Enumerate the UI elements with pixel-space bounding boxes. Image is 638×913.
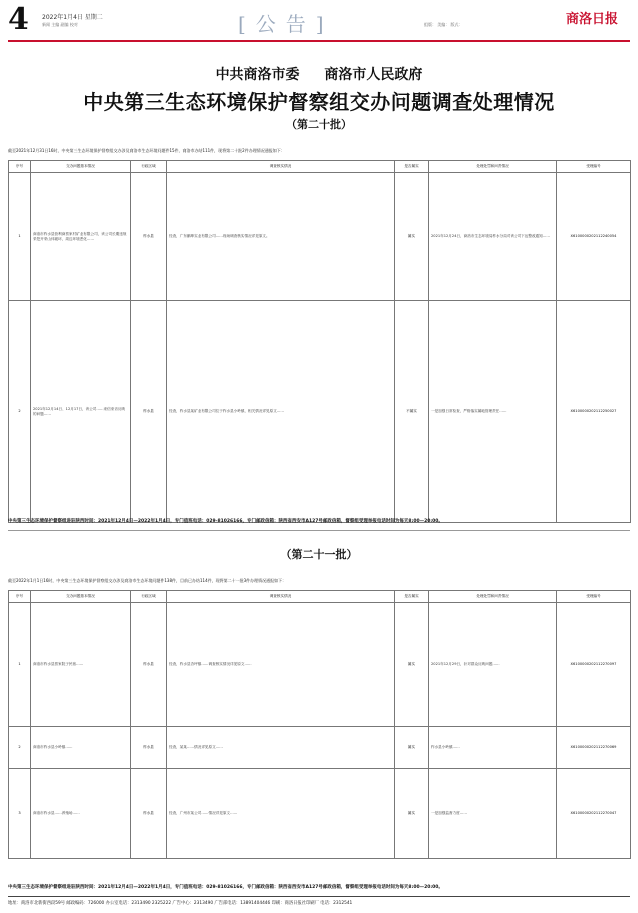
row-no: 1	[9, 603, 31, 727]
batch-title-20: （第二十批）	[286, 118, 352, 131]
table-row	[9, 769, 631, 859]
header-region: 行政区域	[131, 591, 167, 603]
row-region: 柞水县	[131, 727, 167, 769]
header-ref: 受理编号	[557, 161, 631, 173]
table-row	[9, 603, 631, 727]
header-no: 序号	[9, 161, 31, 173]
row-region: 柞水县	[131, 603, 167, 727]
row-finding: 经查，某某……情况详见原文……	[167, 727, 395, 769]
row-finding: 经查，广州市某公司……情况详见原文……	[167, 769, 395, 859]
editor-credits: 组版： 美编： 版式：	[424, 22, 463, 27]
section-title: [公告]	[238, 12, 334, 36]
headline: 中央第三生态环境保护督察组交办问题调查处理情况	[83, 90, 555, 114]
issue-date: 2022年1月4日 星期二	[42, 14, 103, 21]
row-ref: X6100000202112250027	[557, 301, 631, 523]
table-row	[9, 727, 631, 769]
footer-rule	[8, 896, 630, 897]
row-verdict: 属实	[395, 173, 429, 301]
table-row	[9, 301, 631, 523]
newspaper-logo: 商洛日报	[566, 12, 619, 27]
row-problem: 商洛市柞水县营利商蔡家村矿业有限公司，该公司长期违规采挖开采山体破坏，周边环境恶化……	[31, 173, 131, 301]
hotline-note-21: 中央第三生态环境保护督察组进驻陕西时间：2021年12月4日—2022年1月4日，专门值班电话：029-81026166，专门邮政信箱：陕西省西安市A127号邮政信箱，督察组受理举报电话时间为每天8:00—20:00。	[8, 885, 443, 890]
row-verdict: 属实	[395, 727, 429, 769]
header-no: 序号	[9, 591, 31, 603]
row-no: 1	[9, 173, 31, 301]
row-problem: 商洛市柞水县蔡家院子民宿……	[31, 603, 131, 727]
header-action: 处理处罚和问责情况	[429, 591, 557, 603]
cases-table-20	[8, 160, 631, 523]
intro-paragraph-20: 截至2021年12月31日16时，中央第三生态环境保护督察组交办涉及商洛市生态环境问题件15件，商洛市办结111件，现将第二十批2件办理情况通报如下：	[8, 148, 285, 153]
section-divider	[8, 530, 630, 531]
header-finding: 调查核实情况	[167, 591, 395, 603]
row-verdict: 不属实	[395, 301, 429, 523]
issuing-organizations: 中共商洛市委 商洛市人民政府	[215, 67, 423, 83]
row-problem: 2021年12月14日、12月17日，该公司……来信来访反映的问题……	[31, 301, 131, 523]
row-problem: 商洛市柞水县小岭镇……	[31, 727, 131, 769]
row-region: 柞水县	[131, 173, 167, 301]
row-action: 一是加强日常检查，严格落实属地管理责任……	[429, 301, 557, 523]
row-action: 2021年12月29日，针对群众反映问题……	[429, 603, 557, 727]
header-verdict: 是否属实	[395, 591, 429, 603]
footer-info: 地址：商洛市北新街西段59号 邮政编码：726000 办公室电话：2313490 2325222 广告中心：2313490 广告部电话：13891404446 印刷：商洛日报社印刷厂 电话：2312541	[8, 901, 353, 906]
row-verdict: 属实	[395, 769, 429, 859]
header-ref: 受理编号	[557, 591, 631, 603]
row-no: 2	[9, 727, 31, 769]
row-action: 柞水县小岭镇……	[429, 727, 557, 769]
hotline-note-20: 中央第三生态环境保护督察组进驻陕西时间：2021年12月4日—2022年1月4日，专门值班电话：029-81026166，专门邮政信箱：陕西省西安市A127号邮政信箱，督察组受理举报电话时间为每天8:00—20:00。	[8, 519, 443, 524]
row-region: 柞水县	[131, 769, 167, 859]
row-no: 3	[9, 769, 31, 859]
row-finding: 经查，柞水县某矿业有限公司位于柞水县小岭镇，相关情况详见原文……	[167, 301, 395, 523]
cases-table-21	[8, 590, 631, 859]
masthead	[0, 0, 638, 42]
masthead-rule	[8, 40, 630, 42]
page-number: 4	[8, 2, 29, 37]
table-header-row	[9, 161, 631, 173]
table-header-row	[9, 591, 631, 603]
row-no: 2	[9, 301, 31, 523]
row-problem: 商洛市柞水县……养殖场……	[31, 769, 131, 859]
row-ref: X6100000202112270069	[557, 727, 631, 769]
row-finding: 经查，广东鹏坤实业有限公司……现场调查核实情况详见原文。	[167, 173, 395, 301]
header-problem: 交办问题基本情况	[31, 161, 131, 173]
header-action: 处理处罚和问责情况	[429, 161, 557, 173]
row-finding: 经查，柞水县杏坪镇……调查核实情况详见原文……	[167, 603, 395, 727]
batch-title-21: （第二十一批）	[280, 548, 358, 561]
row-verdict: 属实	[395, 603, 429, 727]
header-verdict: 是否属实	[395, 161, 429, 173]
row-ref: X6100000202112270097	[557, 603, 631, 727]
header-problem: 交办问题基本情况	[31, 591, 131, 603]
row-region: 柞水县	[131, 301, 167, 523]
intro-paragraph-21: 截至2022年1月1日16时，中央第三生态环境保护督察组交办涉及商洛市生态环境问题件138件，目前已办结114件，现将第二十一批3件办理情况通报如下：	[8, 578, 287, 583]
header-region: 行政区域	[131, 161, 167, 173]
row-ref: X6100000202112270047	[557, 769, 631, 859]
row-action: 2021年12月24日，商洛市生态环境局柞水分局对该公司下达整改通知……	[429, 173, 557, 301]
table-row	[9, 173, 631, 301]
issue-credits: 新闻 主编 副编 校对	[42, 22, 78, 27]
row-action: 一是加强监督力度……	[429, 769, 557, 859]
row-ref: X6100000202112240054	[557, 173, 631, 301]
header-finding: 调查核实情况	[167, 161, 395, 173]
